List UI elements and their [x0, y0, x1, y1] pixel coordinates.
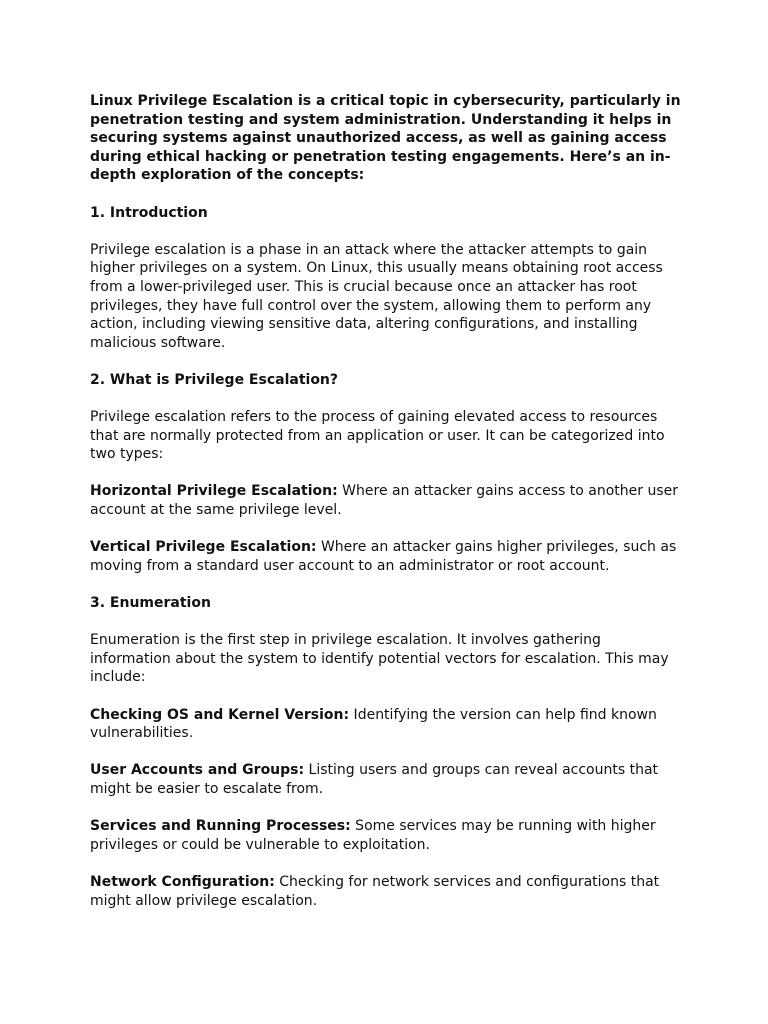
section-paragraph-what-is: Privilege escalation refers to the process of gaining elevated access to resources that are normally protected from an application or user. It can be categorized into two types:	[90, 409, 665, 463]
intro-paragraph: Linux Privilege Escalation is a critical topic in cybersecurity, particularly in penetration testing and system administration. Understanding it helps in securing systems against unauthorized access, as well as gaining access during ethical hacking or penetration testing engagements. Here’s an in-depth exploration of the concepts:	[90, 93, 681, 184]
definition-item	[90, 482, 682, 519]
definition-text: Checking for network services and configurations that might allow privilege escalation.	[90, 873, 660, 909]
definition-item	[90, 706, 682, 743]
definition-term: Horizontal Privilege Escalation:	[90, 483, 338, 500]
section-paragraph-introduction: Privilege escalation is a phase in an attack where the attacker attempts to gain higher privileges on a system. On Linux, this usually means obtaining root access from a lower-privileged user. This is crucial because once an attacker has root privileges, they have full control over the system, allowing them to perform any action, including viewing sensitive data, altering configurations, and installing malicious software.	[90, 241, 663, 351]
definition-text: Listing users and groups can reveal accounts that might be easier to escalate from.	[90, 762, 659, 797]
definition-item	[90, 761, 682, 798]
definition-text: Where an attacker gains higher privileges, such as moving from a standard user account to an administrator or root account.	[90, 539, 677, 574]
section-heading-enumeration: 3. Enumeration	[90, 595, 211, 612]
definition-item	[90, 873, 682, 910]
definition-term: Network Configuration:	[90, 873, 275, 890]
definition-item	[90, 538, 682, 575]
definition-term: User Accounts and Groups:	[90, 762, 305, 779]
definition-text: Identifying the version can help find known vulnerabilities.	[90, 706, 657, 742]
definition-text: Some services may be running with higher privileges or could be vulnerable to exploitation.	[90, 818, 656, 853]
definition-item	[90, 817, 682, 854]
definition-text: Where an attacker gains access to another user account at the same privilege level.	[90, 483, 679, 519]
definition-term: Vertical Privilege Escalation:	[90, 539, 317, 556]
definition-term: Services and Running Processes:	[90, 818, 351, 835]
section-heading-introduction: 1. Introduction	[90, 204, 208, 221]
document-page	[90, 92, 682, 929]
section-heading-what-is: 2. What is Privilege Escalation?	[90, 371, 339, 388]
definition-term: Checking OS and Kernel Version:	[90, 706, 350, 723]
section-paragraph-enumeration: Enumeration is the first step in privilege escalation. It involves gathering information about the system to identify potential vectors for escalation. This may include:	[90, 632, 669, 686]
